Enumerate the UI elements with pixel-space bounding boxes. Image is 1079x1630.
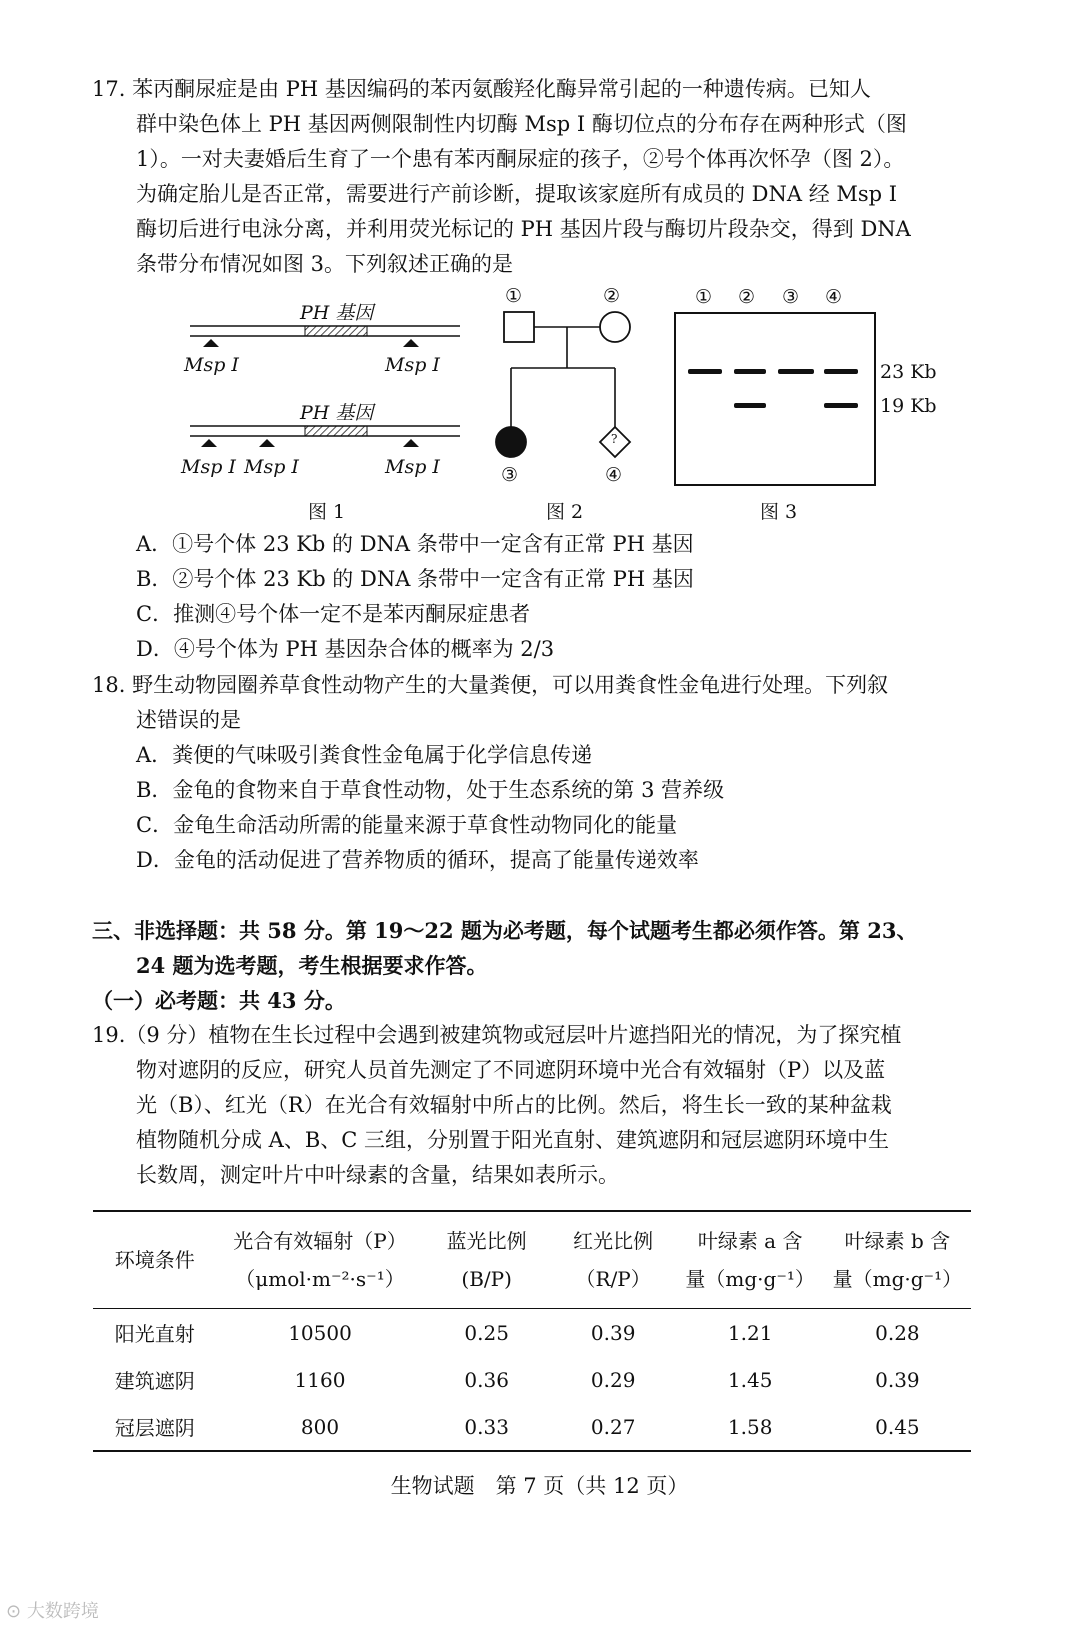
band-lane4-19kb (824, 403, 858, 408)
pedigree-label-3: ③ (501, 464, 519, 486)
table-row: 建筑遮阴 1160 0.36 0.29 1.45 0.39 (114, 1367, 920, 1393)
section-3-subheading: （一）必考题：共 43 分。 (92, 988, 346, 1013)
band-lane2-19kb (734, 403, 766, 408)
fig3-caption: 图 3 (760, 501, 798, 523)
msp-site-bottom-2 (259, 439, 275, 447)
band-lane1-23kb (688, 369, 722, 374)
q17-line-2: 群中染色体上 PH 基因两侧限制性内切酶 Msp Ⅰ 酶切位点的分布存在两种形式（图 (136, 112, 907, 136)
q18-option-a: A．粪便的气味吸引粪食性金龟属于化学信息传递 (136, 743, 593, 767)
table-row: 阳光直射 10500 0.25 0.39 1.21 0.28 (114, 1320, 920, 1346)
table-header-blue: 蓝光比例 (B/P) (446, 1229, 527, 1291)
watermark-logo-icon: ⊙ (6, 1601, 22, 1622)
q18-option-c: C．金龟生命活动所需的能量来源于草食性动物同化的能量 (136, 813, 678, 837)
q17-line-3: 1）。一对夫妻婚后生育了一个患有苯丙酮尿症的孩子，②号个体再次怀孕（图 2）。 (136, 147, 905, 171)
q17-option-d: D．④号个体为 PH 基因杂合体的概率为 2/3 (136, 637, 555, 661)
fig1-msp-label-1: Msp Ⅰ (184, 354, 239, 376)
fig1-gene-label-top: PH 基因 (300, 302, 374, 324)
table-header-par: 光合有效辐射（P） （μmol·m⁻²·s⁻¹） (233, 1229, 407, 1291)
q17-option-a: A．①号个体 23 Kb 的 DNA 条带中一定含有正常 PH 基因 (136, 532, 694, 556)
page-footer: 生物试题 第 7 页（共 12 页） (390, 1474, 689, 1498)
q17-line-5: 酶切后进行电泳分离，并利用荧光标记的 PH 基因片段与酶切片段杂交，得到 DNA (136, 217, 911, 241)
q19-line-5: 长数周，测定叶片中叶绿素的含量，结果如表所示。 (136, 1163, 619, 1187)
ph-gene-segment-top (305, 326, 367, 336)
q18-option-d: D．金龟的活动促进了营养物质的循环，提高了能量传递效率 (136, 848, 699, 872)
table-header-row (93, 1211, 971, 1309)
figure-2-pedigree (490, 290, 650, 490)
section-3-line-1: 三、非选择题：共 58 分。第 19～22 题为必考题，每个试题考生都必须作答。第 23、 (92, 918, 918, 943)
chlorophyll-table (93, 1210, 971, 1452)
pedigree-affected-child-3 (496, 427, 526, 457)
pedigree-label-4: ④ (605, 464, 623, 486)
table-header-chl-a: 叶绿素 a 含 量（mg·g⁻¹） (685, 1229, 815, 1291)
fig1-msp-label-4: Msp Ⅰ (244, 456, 299, 478)
q18-option-b: B．金龟的食物来自于草食性动物，处于生态系统的第 3 营养级 (136, 778, 725, 802)
msp-site-top-left (203, 339, 219, 347)
msp-site-top-right (403, 339, 419, 347)
q17-line-1: 17. 苯丙酮尿症是由 PH 基因编码的苯丙氨酸羟化酶异常引起的一种遗传病。已知人 (92, 77, 871, 101)
gel-lane-label-3: ③ (782, 286, 800, 308)
pedigree-male-1 (504, 312, 534, 342)
band-lane2-23kb (734, 369, 766, 374)
pedigree-unknown-mark: ? (611, 432, 618, 446)
gel-size-19kb: 19 Kb (880, 395, 937, 417)
watermark (6, 1597, 99, 1623)
band-lane4-23kb (824, 369, 858, 374)
figure-3-gel (670, 305, 885, 490)
q19-line-4: 植物随机分成 A、B、C 三组，分别置于阳光直射、建筑遮阴和冠层遮阴环境中生 (136, 1128, 890, 1152)
fig1-caption: 图 1 (308, 501, 346, 523)
fig1-msp-label-2: Msp Ⅰ (385, 354, 440, 376)
band-lane3-23kb (778, 369, 814, 374)
watermark-text: 大数跨境 (26, 1601, 99, 1622)
table-header-red: 红光比例 （R/P） (573, 1229, 654, 1291)
table-header-chl-b: 叶绿素 b 含 量（mg·g⁻¹） (832, 1229, 963, 1291)
gel-lane-label-4: ④ (825, 286, 843, 308)
fig1-msp-label-3: Msp Ⅰ (181, 456, 236, 478)
table-row: 冠层遮阴 800 0.33 0.27 1.58 0.45 (93, 1403, 971, 1451)
q17-option-b: B．②号个体 23 Kb 的 DNA 条带中一定含有正常 PH 基因 (136, 567, 694, 591)
fig1-gene-label-bottom: PH 基因 (300, 402, 374, 424)
gel-lane-label-2: ② (738, 286, 756, 308)
fig2-caption: 图 2 (546, 501, 584, 523)
gel-size-23kb: 23 Kb (880, 361, 937, 383)
q17-line-6: 条带分布情况如图 3。下列叙述正确的是 (136, 252, 514, 276)
q18-line-2: 述错误的是 (136, 708, 241, 732)
ph-gene-segment-bottom (305, 426, 367, 436)
table-header-env: 环境条件 (114, 1248, 195, 1272)
msp-site-bottom-1 (201, 439, 217, 447)
pedigree-label-2: ② (603, 285, 621, 307)
q19-line-1: 19.（9 分）植物在生长过程中会遇到被建筑物或冠层叶片遮挡阳光的情况，为了探究植 (92, 1023, 902, 1047)
msp-site-bottom-3 (403, 439, 419, 447)
q19-line-2: 物对遮阴的反应，研究人员首先测定了不同遮阴环境中光合有效辐射（P）以及蓝 (136, 1058, 886, 1082)
q18-line-1: 18. 野生动物园圈养草食性动物产生的大量粪便，可以用粪食性金龟进行处理。下列叙 (92, 673, 889, 697)
gel-frame (675, 313, 875, 485)
q19-line-3: 光（B）、红光（R）在光合有效辐射中所占的比例。然后，将生长一致的某种盆栽 (136, 1093, 892, 1117)
pedigree-label-1: ① (505, 285, 523, 307)
gel-lane-label-1: ① (695, 286, 713, 308)
q17-line-4: 为确定胎儿是否正常，需要进行产前诊断，提取该家庭所有成员的 DNA 经 Msp Ⅰ (136, 182, 898, 206)
section-3-line-2: 24 题为选考题，考生根据要求作答。 (136, 953, 488, 978)
pedigree-female-2 (600, 312, 630, 342)
q17-option-c: C．推测④号个体一定不是苯丙酮尿症患者 (136, 602, 531, 626)
fig1-msp-label-5: Msp Ⅰ (385, 456, 440, 478)
